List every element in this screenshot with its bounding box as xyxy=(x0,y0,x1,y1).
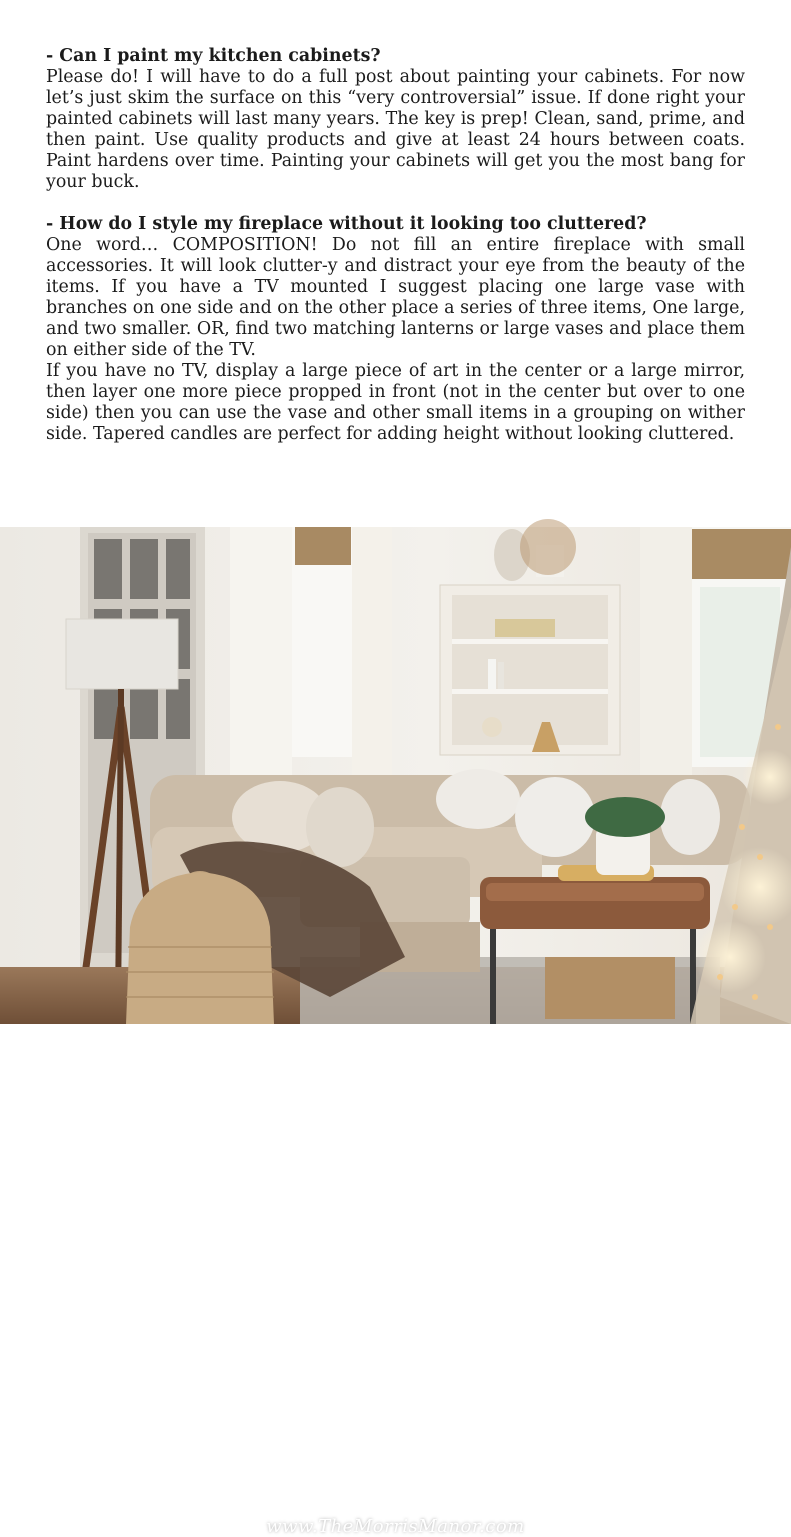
living-room-photo xyxy=(0,527,791,1537)
living-room-illustration xyxy=(0,527,791,1024)
faq-answer-cabinets: Please do! I will have to do a full post about painting your cabinets. For now let’s just skim the surface on this “very controversial” issue. If done right your painted cabinets will last many years. The key is prep! Clean, sand, prime, and then paint. Use quality products and give at least 24 hours between coats. Paint hardens over time. Painting your cabinets will get you the most bang for your buck. xyxy=(46,67,745,192)
faq-answer-fireplace-1: One word… COMPOSITION! Do not fill an entire fireplace with small accessories. It will look clutter-y and distract your eye from the beauty of the items. If you have a TV mounted I suggest placing one large vase with branches on one side and on the other place a series of three items, One large, and two smaller. OR, find two matching lanterns or large vases and place them on either side of the TV. xyxy=(46,235,745,360)
woven-basket xyxy=(126,871,274,1024)
article-text xyxy=(46,46,745,445)
faq-heading-cabinets: - Can I paint my kitchen cabinets? xyxy=(46,46,381,66)
site-watermark: www.TheMorrisManor.com xyxy=(266,1516,525,1537)
faq-heading-fireplace: - How do I style my fireplace without it looking too cluttered? xyxy=(46,214,647,234)
faq-answer-fireplace-2: If you have no TV, display a large piece of art in the center or a large mirror, then layer one more piece propped in front (not in the center but over to one side) then you can use the vase and other small items in a grouping on wither side. Tapered candles are perfect for adding height without looking cluttered. xyxy=(46,361,745,444)
section-spacer xyxy=(46,193,745,214)
